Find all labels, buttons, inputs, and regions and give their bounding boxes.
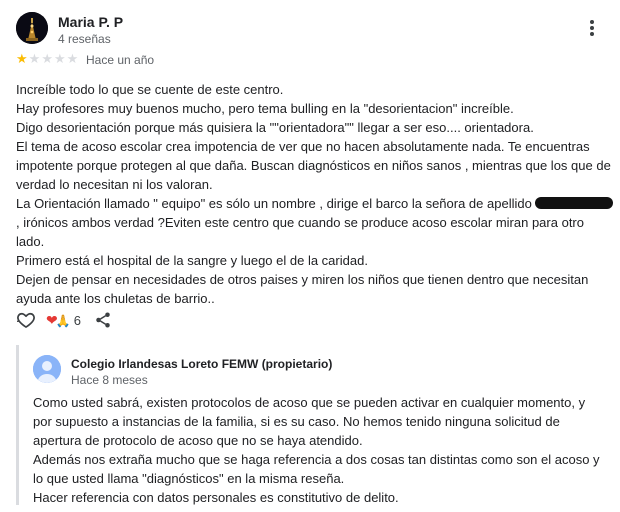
person-icon	[33, 355, 61, 383]
paragraph: Increíble todo lo que se cuente de este centro.	[16, 82, 284, 97]
review-time: Hace un año	[86, 53, 155, 67]
owner-avatar	[33, 355, 61, 383]
paragraph: Digo desorientación porque más quisiera la ""orientadora"" llegar a ser eso.... orientadora.	[16, 120, 534, 135]
red-heart-icon: ❤	[46, 312, 58, 328]
paragraph: Primero está el hospital de la sangre y luego el de la caridad.	[16, 253, 368, 268]
paragraph: Además nos extraña mucho que se haga referencia a dos cosas tan distintas como son el acoso y lo que usted llama "diagnósticos" en la misma reseña.	[33, 452, 600, 486]
tower-night-icon	[16, 12, 48, 44]
owner-reply	[16, 345, 609, 505]
paragraph: Hacer referencia con datos personales es constitutivo de delito.	[33, 490, 399, 505]
review-paragraph: La Orientación llamado " equipo" es sólo un nombre , dirige el barco la señora de apellido , irónicos ambos verdad ?Eviten este centro que cuando se produce acoso escolar miran para otro lado.	[16, 194, 614, 251]
reply-time: Hace 8 meses	[71, 373, 148, 387]
share-icon[interactable]	[94, 310, 112, 330]
reaction-count: 6	[73, 313, 81, 328]
review-actions	[16, 310, 216, 330]
heart-outline-icon[interactable]	[16, 310, 36, 330]
reply-text	[33, 393, 603, 507]
paragraph: El tema de acoso escolar crea impotencia de ver que no hacen absolutamente nada. Te encuentras impotente porque protegen al que daña. Buscan diagnósticos en niños sanos , mientras que los que de verdad lo necesitan ni los valoran.	[16, 139, 611, 192]
star-rating	[16, 52, 79, 66]
paragraph: Hay profesores muy buenos mucho, pero tema bulling en la "desorientacion" increíble.	[16, 101, 514, 116]
praying-hands-icon: 🙏	[55, 314, 71, 328]
review-header	[16, 10, 606, 50]
star-filled-icon: ★	[16, 51, 29, 66]
star-empty-icon: ★	[28, 51, 42, 66]
review-text	[16, 80, 614, 327]
more-vert-icon[interactable]	[584, 18, 600, 40]
reaction-summary[interactable]	[46, 312, 81, 328]
author-avatar[interactable]	[16, 12, 48, 44]
paragraph: .	[16, 310, 20, 325]
paragraph: Dejen de pensar en necesidades de otros paises y miren los niños que tienen dentro que necesitan ayuda ante los chuletas de barrio..	[16, 272, 589, 306]
redacted-name	[535, 197, 613, 209]
star-empty-icon: ★	[41, 51, 54, 66]
rating-row	[16, 52, 316, 68]
owner-name: Colegio Irlandesas Loreto FEMW (propietario)	[71, 357, 333, 371]
author-review-count[interactable]: 4 reseñas	[58, 32, 111, 46]
star-empty-icon: ★	[66, 51, 80, 66]
paragraph: Como usted sabrá, existen protocolos de acoso que se pueden activar en cualquier momento, y por supuesto a instancias de la familia, si es su caso. No hemos tenido ninguna solicitud de apertura de protocolo de acoso que no se haya atendido.	[33, 395, 586, 448]
star-empty-icon: ★	[53, 51, 67, 66]
author-name[interactable]: Maria P. P	[58, 14, 124, 30]
